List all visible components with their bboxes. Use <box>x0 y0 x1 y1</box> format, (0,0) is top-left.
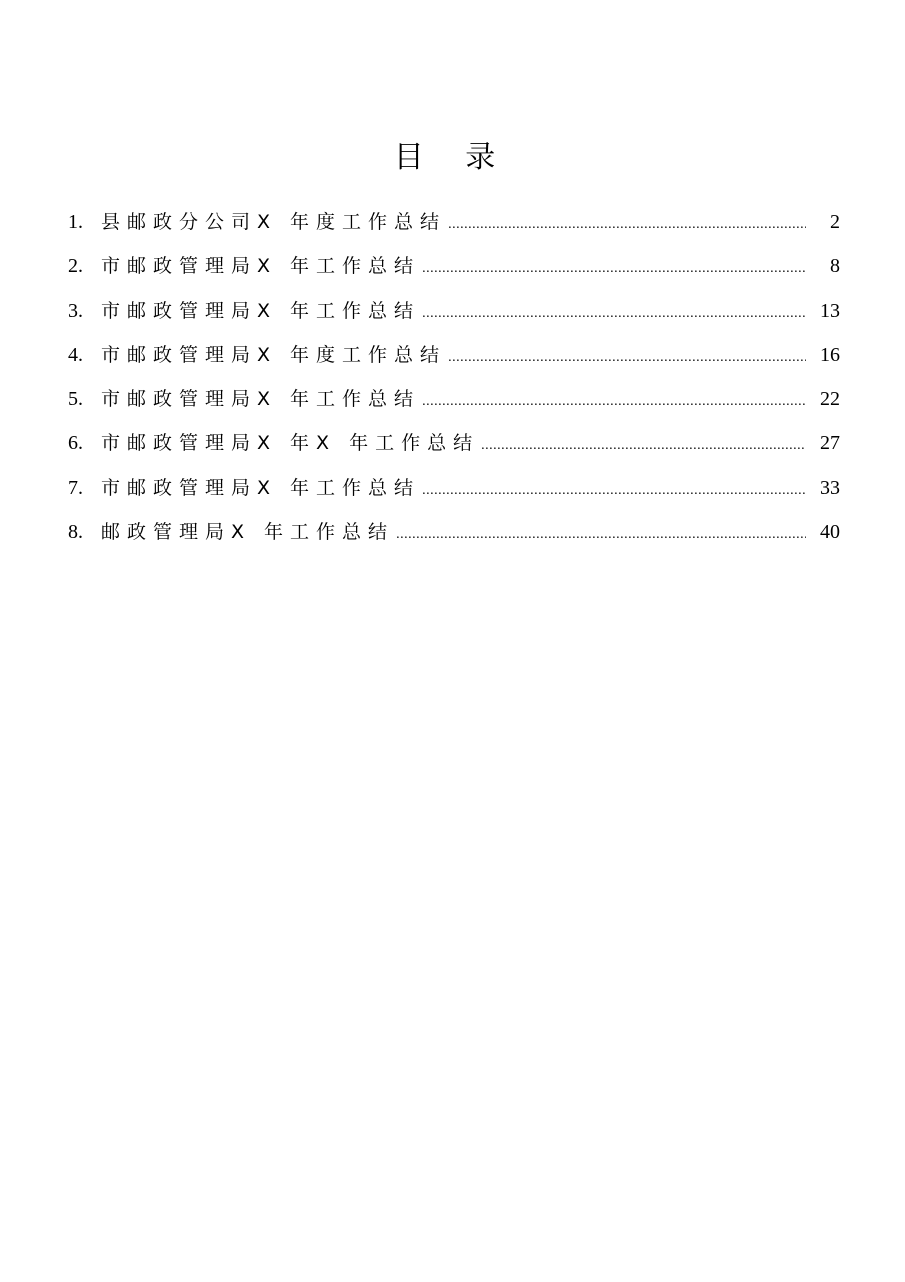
toc-dot-leader <box>422 247 806 291</box>
toc-entry-title[interactable]: 市邮政管理局X 年工作总结 <box>101 388 421 411</box>
toc-entry-page: 40 <box>820 521 840 544</box>
toc-entry-title[interactable]: 市邮政管理局X 年X 年工作总结 <box>101 432 480 455</box>
toc-entry-number: 1. <box>68 211 83 233</box>
toc-list <box>68 200 840 554</box>
toc-entry-2[interactable] <box>68 244 840 288</box>
toc-entry-number: 2. <box>68 255 83 278</box>
toc-dot-leader <box>448 336 806 380</box>
toc-entry-title[interactable]: 县邮政分公司X 年度工作总结 <box>101 211 447 233</box>
toc-entry-page: 27 <box>820 432 840 455</box>
toc-entry-title[interactable]: 市邮政管理局X 年工作总结 <box>101 255 421 278</box>
toc-entry-number: 6. <box>68 432 83 455</box>
toc-entry-page: 16 <box>820 343 840 366</box>
toc-entry-title[interactable]: 邮政管理局X 年工作总结 <box>101 521 395 544</box>
toc-entry-number: 5. <box>68 388 83 411</box>
toc-entry-6[interactable] <box>68 421 840 465</box>
toc-entry-3[interactable] <box>68 289 840 333</box>
toc-entry-page: 13 <box>820 299 840 322</box>
toc-entry-number: 7. <box>68 476 83 499</box>
toc-dot-leader <box>422 380 806 424</box>
toc-entry-page: 2 <box>830 211 840 233</box>
toc-entry-4[interactable] <box>68 333 840 377</box>
toc-entry-1[interactable] <box>68 200 840 244</box>
toc-entry-title[interactable]: 市邮政管理局X 年工作总结 <box>101 476 421 499</box>
toc-entry-page: 33 <box>820 476 840 499</box>
toc-entry-title[interactable]: 市邮政管理局X 年度工作总结 <box>101 343 447 366</box>
toc-entry-title[interactable]: 市邮政管理局X 年工作总结 <box>101 299 421 322</box>
toc-entry-page: 22 <box>820 388 840 411</box>
toc-entry-number: 8. <box>68 521 83 544</box>
toc-title: 目 录 <box>393 140 512 175</box>
toc-entry-number: 4. <box>68 343 83 366</box>
toc-entry-7[interactable] <box>68 466 840 510</box>
toc-dot-leader <box>422 292 806 336</box>
toc-dot-leader <box>396 513 806 557</box>
toc-entry-number: 3. <box>68 299 83 322</box>
toc-dot-leader <box>448 203 806 247</box>
toc-entry-page: 8 <box>830 255 840 278</box>
toc-entry-5[interactable] <box>68 377 840 421</box>
toc-dot-leader <box>481 424 806 468</box>
toc-entry-8[interactable] <box>68 510 840 554</box>
toc-dot-leader <box>422 469 806 513</box>
